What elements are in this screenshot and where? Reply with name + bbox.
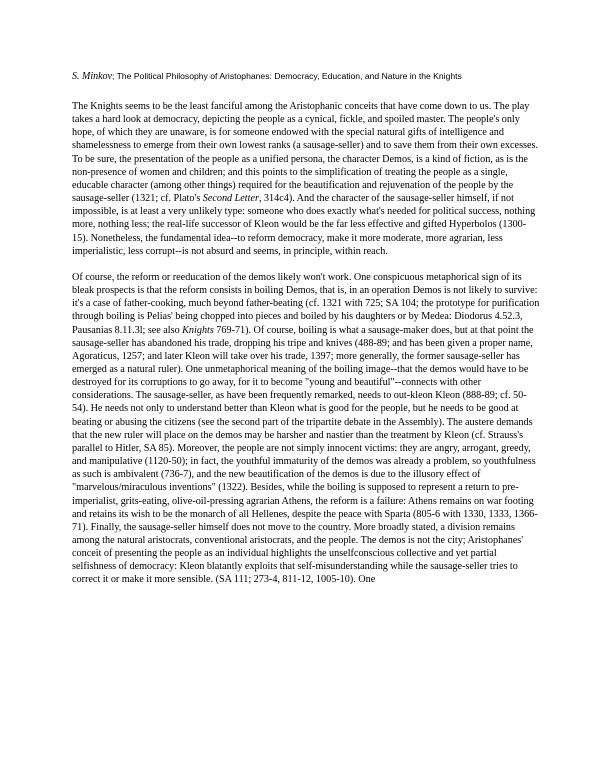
body-paragraph-1	[72, 100, 540, 258]
paragraph-2-text-a: Of course, the reform or reeducation of the demos likely won't work. One conspicuous metaphorical sign of its bleak prospects is that the reform consists in boiling Demos, that is, in an operation Demos is not likely to survive: it's a case of father-cooking, much beyond father-beating (cf. 1321 with 725; SA 104; the prototype for purification through boiling is Pelias' being chopped into pieces and boiled by his daughters or by Medea: Diodorus 4.52.3, Pausanias 8.11.3l; see also	[72, 271, 540, 336]
paragraph-1-text-a: The Knights seems to be the least fanciful among the Aristophanic conceits that have come down to us. The play takes a hard look at democracy, depicting the people as a cynical, fickle, and spoiled master. The people's only hope, of which they are unaware, is for someone endowed with the special natural gifts of intelligence and shamelessness to emerge from their own lowest ranks (a sausage-seller) and to save them from their own excesses. To be sure, the presentation of the people as a unified persona, the character Demos, is a kind of fiction, as is the non-presence of women and children; and this points to the simplification of treating the people as a single, educable character (among other things) required for the beautification and rejuvenation of the people by the sausage-seller (1321; cf. Plato's	[72, 101, 539, 205]
title-second-letter: Second Letter	[202, 193, 259, 205]
header-author: S. Minkov	[72, 71, 112, 82]
body-paragraph-2	[72, 271, 540, 587]
document-page	[72, 70, 540, 600]
title-knights: Knights	[182, 324, 214, 336]
running-header	[72, 70, 540, 83]
paragraph-1-text-b: , 314c4). And the character of the sausage-seller himself, if not impossible, is at least a very unlikely type: someone who does exactly what's needed for political success, nothing more, nothing less; the real-life successor of Kleon would be the far less effective and gifted Hyperbolos (1300-15). Nonetheless, the fundamental idea--to reform democracy, make it more moderate, more agrarian, less imperialistic, less corrupt--is not absurd and seems, in principle, within reach.	[72, 193, 536, 257]
paragraph-2-text-b: 769-71). Of course, boiling is what a sausage-maker does, but at that point the sausage-seller has abandoned his trade, dropping his tripe and knives (488-89; and has been given a proper name, Agoraticus, 1257; and later Kleon will take over his trade, 1397; more generally, the former sausage-seller has emerged as a natural ruler). One unmetaphorical meaning of the boiling image--that the demos would have to be destroyed for its corruptions to go away, for it to become "young and beautiful"--connects with other considerations. The sausage-seller, as have been frequently remarked, needs to out-kleon Kleon (888-89; cf. 50-54). He needs not only to understand better than Kleon what is good for the people, but he needs to be good at beating or abusing the citizens (see the second part of the tripartite debate in the Assembly). The austere demands that the new ruler will place on the demos may be harsher and nastier than the treatment by Kleon (cf. Strauss's parallel to Hitler, SA 85). Moreover, the people are not simply innocent victims: they are angry, arrogant, greedy, and manipulative (1120-50); in fact, the youthful immaturity of the demos was already a problem, so youthfulness as such is ambivalent (736-7), and the new beautification of the demos is due to the illusory effect of "marvelous/miraculous inventions" (1322). Besides, while the boiling is supposed to represent a return to pre-imperialist, grits-eating, olive-oil-pressing agrarian Athens, the reform is a failure: Athens remains on war footing and retains its wish to be the monarch of all Hellenes, despite the peace with Sparta (805-6 with 1330, 1333, 1366-71). Finally, the sausage-seller himself does not move to the country. More broadly stated, a division remains among the natural aristocrats, conventional aristocrats, and the people. The demos is not the city; Aristophanes' conceit of presenting the people as an individual highlights the unselfconscious collective and yet partial selfishness of democracy: Kleon blatantly exploits that self-misunderstanding while the sausage-seller tries to correct it or make it more sensible. (SA 111; 273-4, 811-12, 1005-10). One	[72, 324, 538, 586]
header-title: ; The Political Philosophy of Aristophanes: Democracy, Education, and Nature in the Knights	[112, 71, 462, 81]
